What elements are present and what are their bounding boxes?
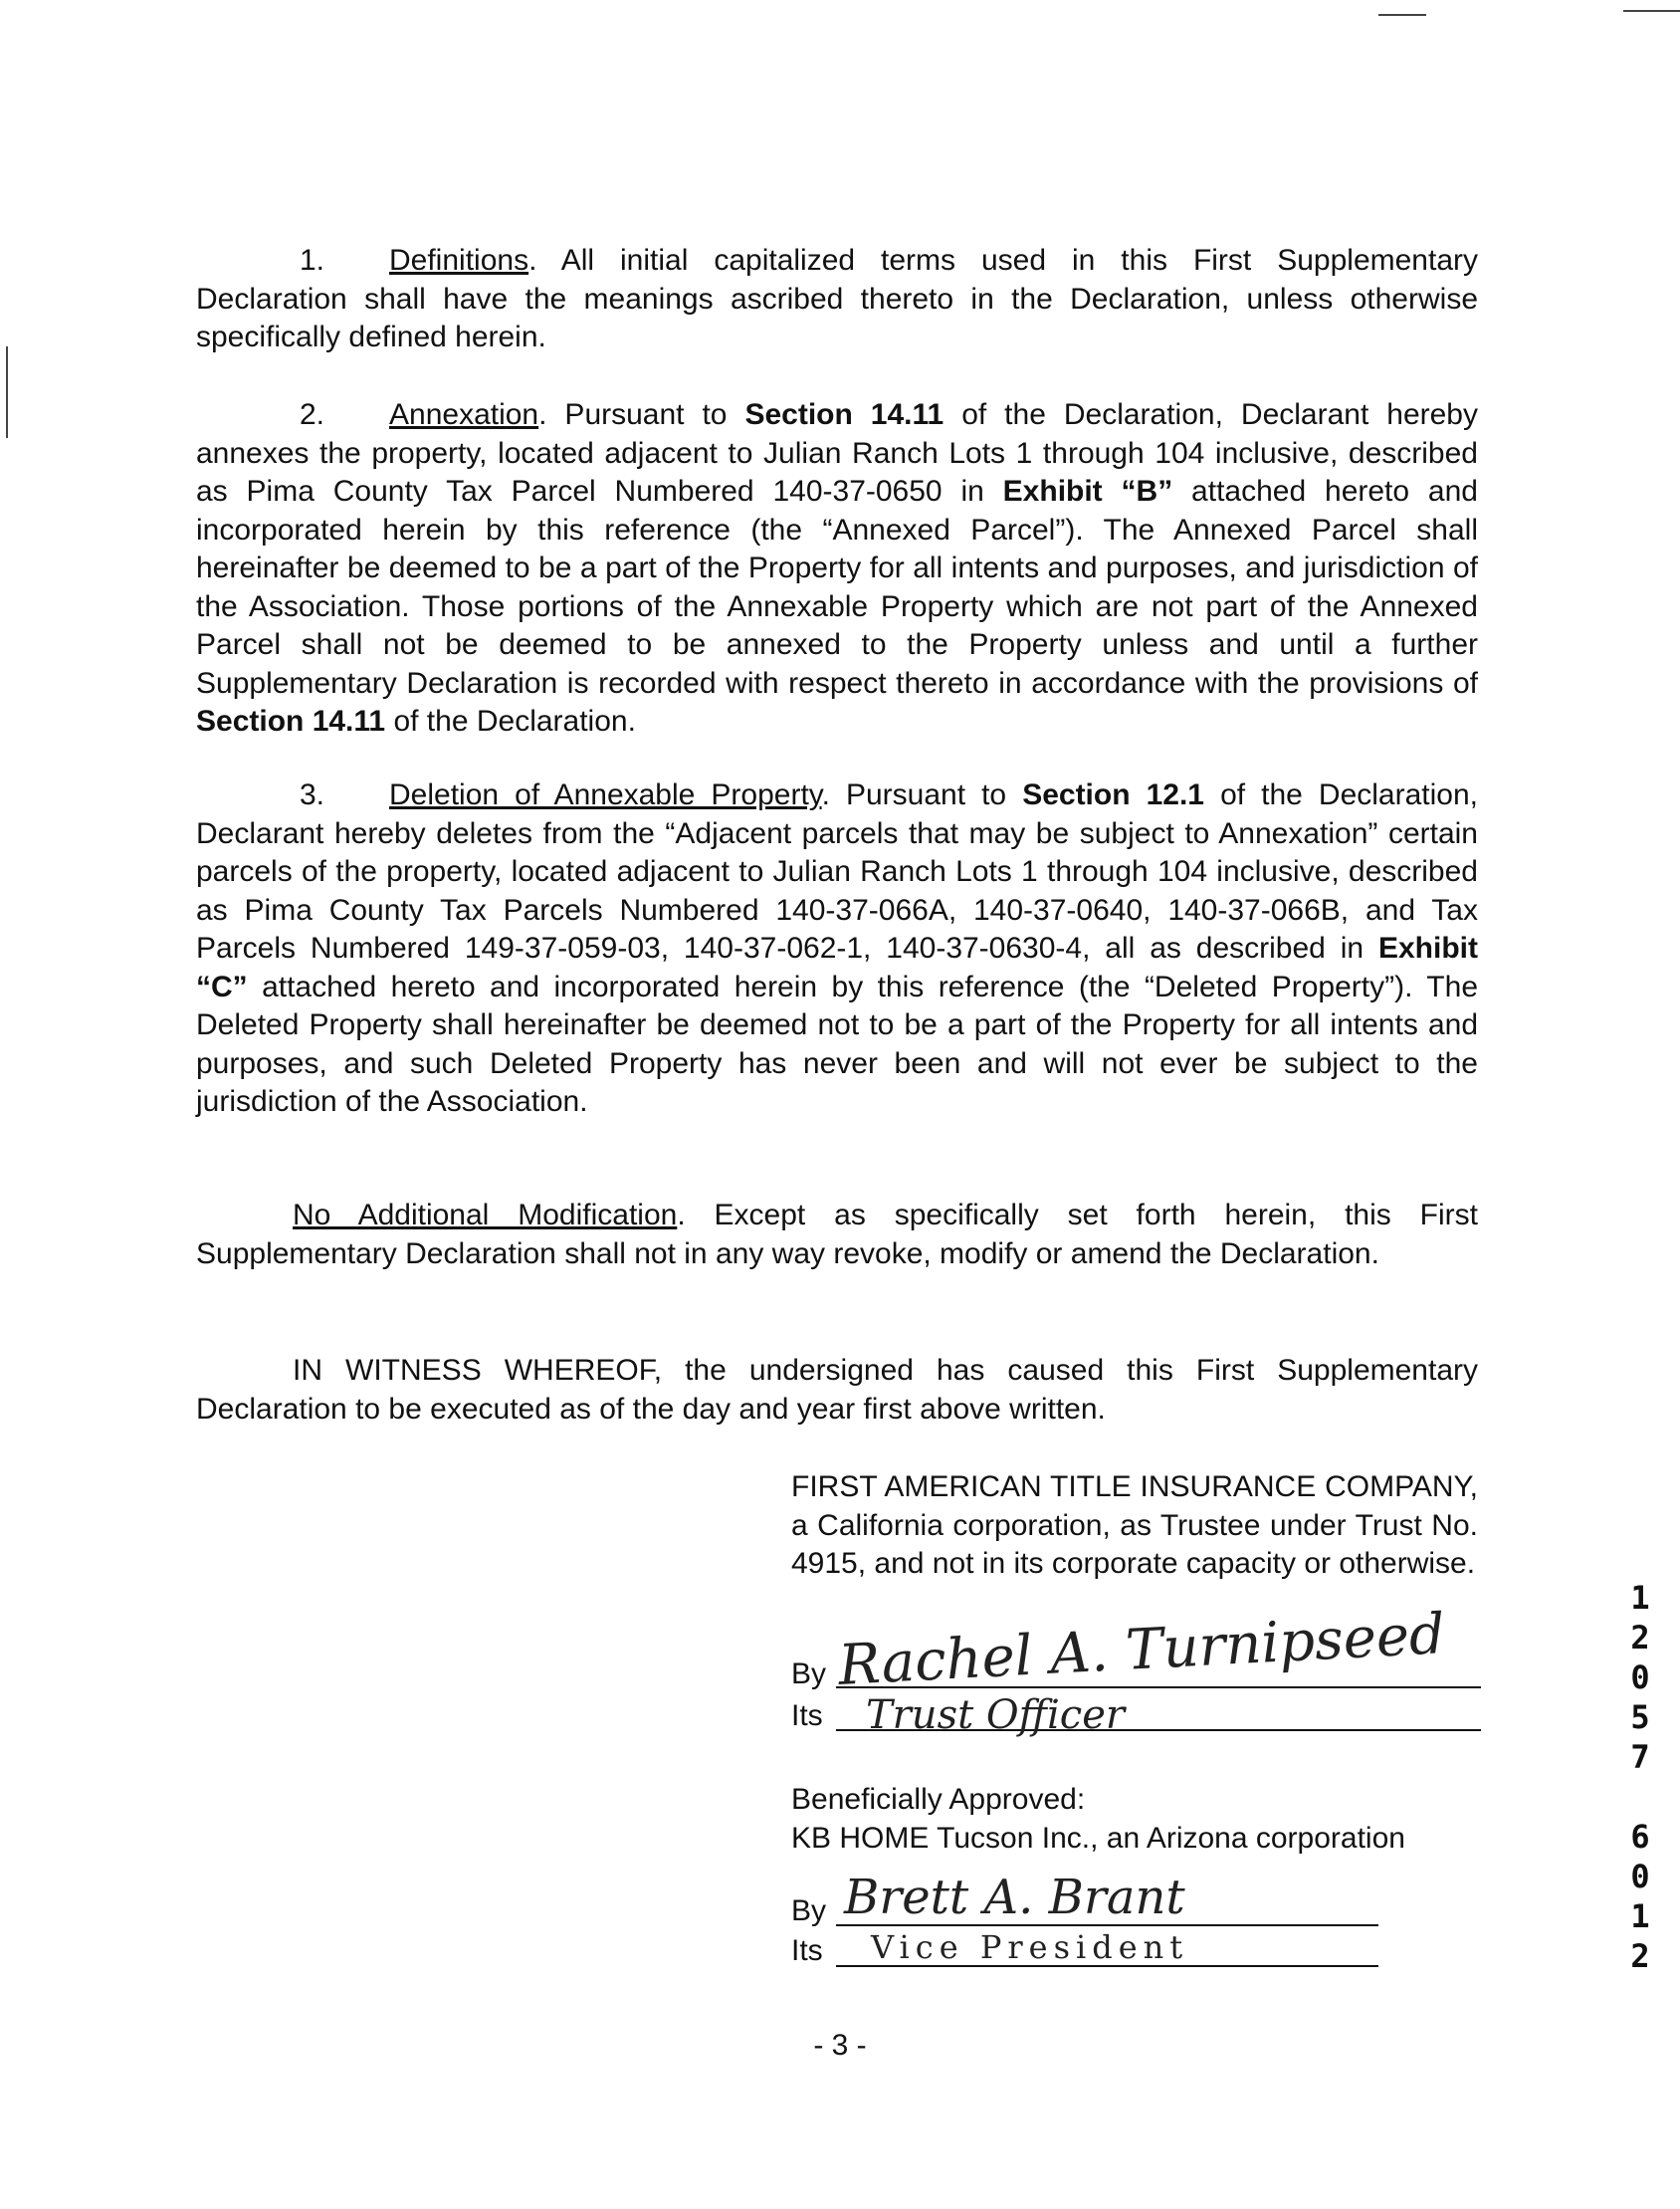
approval-signature: Brett A. Brant [844,1870,1185,1925]
by-label: By [791,1657,827,1690]
approval-title-handwritten: Vice President [871,1928,1189,1966]
paragraph-text: of the Declaration. [385,705,636,738]
heading-no-modification: No Additional Modification [293,1199,678,1231]
section-reference: Section 14.11 [744,398,945,431]
approval-line2: KB HOME Tucson Inc., an Arizona corporation [791,1821,1405,1855]
heading-definitions: Definitions [389,244,529,277]
paragraph-number: 1. [300,244,325,277]
recording-number [1620,1578,1660,1976]
trustee-signature: Rachel A. Turnipseed [836,1602,1447,1698]
recording-digit: 1 [1630,1897,1650,1935]
section-reference: Section 12.1 [1022,778,1204,811]
recording-digit: 6 [1630,1818,1650,1856]
recording-digit: 2 [1630,1937,1650,1975]
recording-digit: 0 [1630,1858,1650,1895]
page-number: - 3 - [813,2029,867,2062]
paragraph-number: 3. [300,778,325,811]
recording-digit: 5 [1630,1698,1650,1736]
approval-block [791,1781,1478,1858]
paragraph-number: 2. [300,398,325,431]
exhibit-reference: Exhibit “C” [196,932,1478,1003]
its-label: Its [791,1934,823,1967]
recording-digit: 0 [1630,1658,1650,1696]
by-label: By [791,1894,827,1927]
approval-line1: Beneficially Approved: [791,1783,1086,1816]
exhibit-reference: Exhibit “B” [1002,475,1173,508]
paragraph-deletion [196,776,1478,1122]
recording-digit: 2 [1630,1619,1650,1657]
paragraph-text: . Pursuant to [821,778,1023,811]
heading-annexation: Annexation [389,398,539,431]
trustee-title-handwritten: Trust Officer [866,1692,1125,1738]
scan-mark [1378,14,1426,16]
heading-deletion: Deletion of Annexable Property [389,778,822,811]
section-reference: Section 14.11 [196,705,386,738]
paragraph-annexation [196,396,1478,742]
paragraph-text: IN WITNESS WHEREOF, the undersigned has caused this First Supplementary Declaration to be executed as of the day and year first above written. [196,1354,1478,1426]
recording-digit: 7 [1630,1738,1650,1776]
trustee-text: FIRST AMERICAN TITLE INSURANCE COMPANY, a California corporation, as Trustee under Trust No. 4915, and not in its corporate capacity or otherwise. [791,1470,1478,1580]
paragraph-witness [196,1352,1478,1429]
paragraph-definitions [196,242,1478,357]
scan-mark [1623,10,1680,12]
scan-mark [6,346,8,438]
its-label: Its [791,1699,823,1732]
paragraph-text: . Except as specifically set forth herein, this First Supplementary Declaration shall not in any way revoke, modify or amend the Declaration. [196,1199,1478,1270]
paragraph-text: of the Declaration, Declarant hereby annexes the property, located adjacent to Julian Ranch Lots 1 through 104 inclusive, described as Pima County Tax Parcel Numbered 140-37-0650 in [196,398,1478,508]
recording-digit: 1 [1630,1579,1650,1617]
paragraph-text: attached hereto and incorporated herein by this reference (the “Annexed Parcel”). The Annexed Parcel shall hereinafter be deemed to be a part of the Property for all intents and purposes, and jurisdiction of the Association. Those portions of the Annexable Property which are not part of the Annexed Parcel shall not be deemed to be annexed to the Property unless and until a further Supplementary Declaration is recorded with respect thereto in accordance with the provisions of [196,475,1478,700]
paragraph-text: of the Declaration, Declarant hereby deletes from the “Adjacent parcels that may be subject to Annexation” certain parcels of the property, located adjacent to Julian Ranch Lots 1 through 104 inclusive, described as Pima County Tax Parcels Numbered 140-37-066A, 140-37-0640, 140-37-066B, and Tax Parcels Numbered 149-37-059-03, 140-37-062-1, 140-37-0630-4, all as described in [196,778,1478,965]
paragraph-text: . All initial capitalized terms used in this First Supplementary Declaration shall have the meanings ascribed thereto in the Declaration, unless otherwise specifically defined herein. [196,244,1478,353]
recording-digit [1620,1777,1660,1817]
paragraph-text: attached hereto and incorporated herein by this reference (the “Deleted Property”). The Deleted Property shall hereinafter be deemed not to be a part of the Property for all intents and purposes, and such Deleted Property has never been and will not ever be subject to the jurisdiction of the Association. [196,970,1478,1118]
paragraph-text: . Pursuant to [538,398,745,431]
paragraph-no-modification [196,1197,1478,1273]
trustee-block [791,1468,1478,1584]
